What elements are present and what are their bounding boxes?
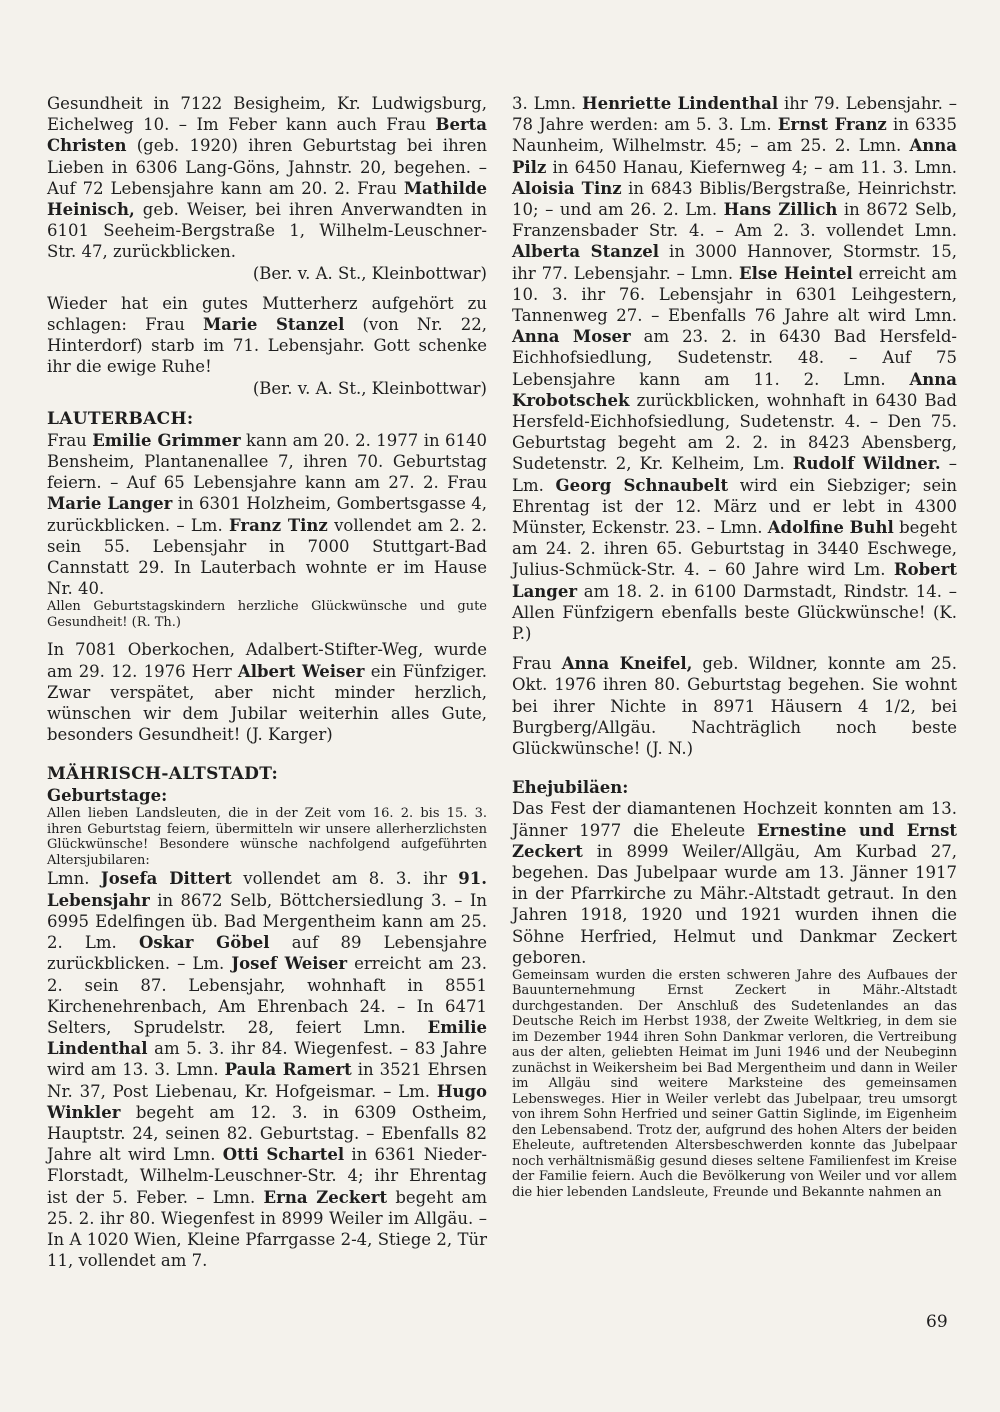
source-credit: (Ber. v. A. St., Kleinbottwar) — [252, 263, 487, 283]
paragraph-lauterbach-greeting: Allen Geburtstagskindern herzliche Glückwünsche und gute Gesundheit! (R. Th.) — [47, 599, 487, 630]
left-column — [47, 93, 487, 1271]
paragraph-birthday-list: Lmn. Josefa Dittert vollendet am 8. 3. ihr 91. Lebensjahr in 8672 Selb, Böttchersiedlung 3. – In 6995 Edelfingen üb. Bad Mergentheim kann am 25. 2. Lm. Oskar Göbel auf 89 Lebensjahre zurückblicken. – Lm. Josef Weiser erreicht am 23. 2. sein 87. Lebensjahr, wohnhaft in 8551 Kirchenehrenbach, Am Ehrenbach 24. – In 6471 Selters, Sprudelstr. 28, feiert Lmn. Emilie Lindenthal am 5. 3. ihr 84. Wiegenfest. – 83 Jahre wird am 13. 3. Lmn. Paula Ramert in 3521 Ehrsen Nr. 37, Post Liebenau, Kr. Hofgeismar. – Lm. Hugo Winkler begeht am 12. 3. in 6309 Ostheim, Hauptstr. 24, seinen 82. Geburtstag. – Ebenfalls 82 Jahre alt wird Lmn. Otti Schartel in 6361 Nieder-Florstadt, Wilhelm-Leuschner-Str. 4; ihr Ehrentag ist der 5. Feber. – Lmn. Erna Zeckert begeht am 25. 2. ihr 80. Wiegenfest in 8999 Weiler im Allgäu. – In A 1020 Wien, Kleine Pfarrgasse 2-4, Stiege 2, Tür 11, vollendet am 7. — [47, 869, 488, 1271]
paragraph-lauterbach: Frau Emilie Grimmer kann am 20. 2. 1977 in 6140 Bensheim, Plantanenallee 7, ihren 70. Geburtstag feiern. – Auf 65 Lebensjahre kann am 27. 2. Frau Marie Langer in 6301 Holzheim, Gombertsgasse 4, zurückblicken. – Lm. Franz Tinz vollendet am 2. 2. sein 55. Lebensjahr in 7000 Stuttgart-Bad Cannstatt 29. In Lauterbach wohnte er im Hause Nr. 40. — [47, 430, 487, 599]
paragraph-obituary: Wieder hat ein gutes Mutterherz aufgehört zu schlagen: Frau Marie Stanzel (von Nr. 22, Hinterdorf) starb im 71. Lebensjahr. Gott schenke ihr die ewige Ruhe! — [47, 293, 487, 377]
section-heading-lauterbach: LAUTERBACH: — [47, 408, 194, 429]
subheading-geburtstage: Geburtstage: — [47, 786, 168, 806]
page-number: 69 — [926, 1312, 948, 1332]
paragraph-oberkochen: In 7081 Oberkochen, Adalbert-Stifter-Weg, wurde am 29. 12. 1976 Herr Albert Weiser ein Fünfziger. Zwar verspätet, aber nicht minder herzlich, wünschen wir dem Jubilar weiterhin alles Gute, besonders Gesundheit! (J. Karger) — [47, 640, 487, 745]
paragraph-besigheim: Gesundheit in 7122 Besigheim, Kr. Ludwigsburg, Eichelweg 10. – Im Feber kann auch Frau Berta Christen (geb. 1920) ihren Geburtstag bei ihren Lieben in 6306 Lang-Göns, Jahnstr. 20, begehen. – Auf 72 Lebensjahre kann am 20. 2. Frau Mathilde Heinisch, geb. Weiser, bei ihren Anverwandten in 6101 Seeheim-Bergstraße 1, Wilhelm-Leuschner-Str. 47, zurückblicken. — [47, 94, 487, 262]
source-credit: (Ber. v. A. St., Kleinbottwar) — [252, 378, 487, 398]
paragraph-wedding-history: Gemeinsam wurden die ersten schweren Jahre des Aufbaues der Bauunternehmung Ernst Zeckert in Mähr.-Altstadt durchgestanden. Der Anschluß des Sudetenlandes an das Deutsche Reich im Herbst 1938, der Zweite Weltkrieg, in dem sie im Dezember 1944 ihren Sohn Dankmar verloren, die Vertreibung aus der alten, geliebten Heimat im Juni 1946 und der Neubeginn zunächst in Weikersheim bei Bad Mergentheim und dann in Weiler im Allgäu sind weitere Marksteine des gemeinsamen Lebensweges. Hier in Weiler verlebt das Jubelpaar, treu umsorgt von ihrem Sohn Herfried und seiner Gattin Siglinde, im Eigenheim den Lebensabend. Trotz der, aufgrund des hohen Alters der beiden Eheleute, auftretenden Altersbeschwerden konnte das Jubelpaar noch verhältnismäßig gesund dieses seltene Familienfest im Kreise der Familie feiern. Auch die Bevölkerung von Weiler und vor allem die hier lebenden Landsleute, Freunde und Bekannte nahmen an — [512, 967, 957, 1200]
paragraph-birthday-list-continued: 3. Lmn. Henriette Lindenthal ihr 79. Lebensjahr. – 78 Jahre werden: am 5. 3. Lm. Ernst Franz in 6335 Naunheim, Wilhelmstr. 45; – am 25. 2. Lmn. Anna Pilz in 6450 Hanau, Kiefernweg 4; – am 11. 3. Lmn. Aloisia Tinz in 6843 Biblis/Bergstraße, Heinrichstr. 10; – und am 26. 2. Lm. Hans Zillich in 8672 Selb, Franzensbader Str. 4. – Am 2. 3. vollendet Lmn. Alberta Stanzel in 3000 Hannover, Stormstr. 15, ihr 77. Lebensjahr. – Lmn. Else Heintel erreicht am 10. 3. ihr 76. Lebensjahr in 6301 Leihgestern, Tannenweg 27. – Ebenfalls 76 Jahre alt wird Lmn. Anna Moser am 23. 2. in 6430 Bad Hersfeld-Eichhofsiedlung, Sudetenstr. 48. – Auf 75 Lebensjahre kann am 11. 2. Lmn. Anna Krobotschek zurückblicken, wohnhaft in 6430 Bad Hersfeld-Eichhofsiedlung, Sudetenstr. 4. – Den 75. Geburtstag begeht am 2. 2. in 8423 Abensberg, Sudetenstr. 2, Kr. Kelheim, Lm. Rudolf Wildner. – Lm. Georg Schnaubelt wird ein Siebziger; sein Ehrentag ist der 12. März und er lebt in 4300 Münster, Eckenstr. 23. – Lmn. Adolfine Buhl begeht am 24. 2. ihren 65. Geburtstag in 3440 Eschwege, Julius-Schmück-Str. 4. – 60 Jahre wird Lm. Robert Langer am 18. 2. in 6100 Darmstadt, Rindstr. 14. – Allen Fünfzigern ebenfalls beste Glückwünsche! (K. P.) — [512, 94, 958, 644]
subheading-ehejubilaeen: Ehejubiläen: — [512, 778, 629, 798]
section-heading-maehrisch-altstadt: MÄHRISCH-ALTSTADT: — [47, 764, 279, 785]
paragraph-kneifel: Frau Anna Kneifel, geb. Wildner, konnte am 25. Okt. 1976 ihren 80. Geburtstag begehen. Sie wohnt bei ihrer Nichte in 8971 Häusern 4 1/2, bei Burgberg/Allgäu. Nachträglich noch beste Glückwünsche! (J. N.) — [512, 654, 957, 759]
paragraph-diamond-wedding: Das Fest der diamantenen Hochzeit konnten am 13. Jänner 1977 die Eheleute Ernestine und Ernst Zeckert in 8999 Weiler/Allgäu, Am Kurbad 27, begehen. Das Jubelpaar wurde am 13. Jänner 1917 in der Pfarrkirche zu Mähr.-Altstadt getraut. In den Jahren 1918, 1920 und 1921 wurden ihnen die Söhne Herfried, Helmut und Dankmar Zeckert geboren. — [512, 799, 957, 967]
paragraph-birthday-greeting: Allen lieben Landsleuten, die in der Zeit vom 16. 2. bis 15. 3. ihren Geburtstag feiern, übermitteln wir unsere allerherzlichsten Glückwünsche! Besondere wünsche nachfolgend aufgeführten Altersjubilaren: — [47, 806, 487, 868]
right-column — [512, 93, 957, 1200]
